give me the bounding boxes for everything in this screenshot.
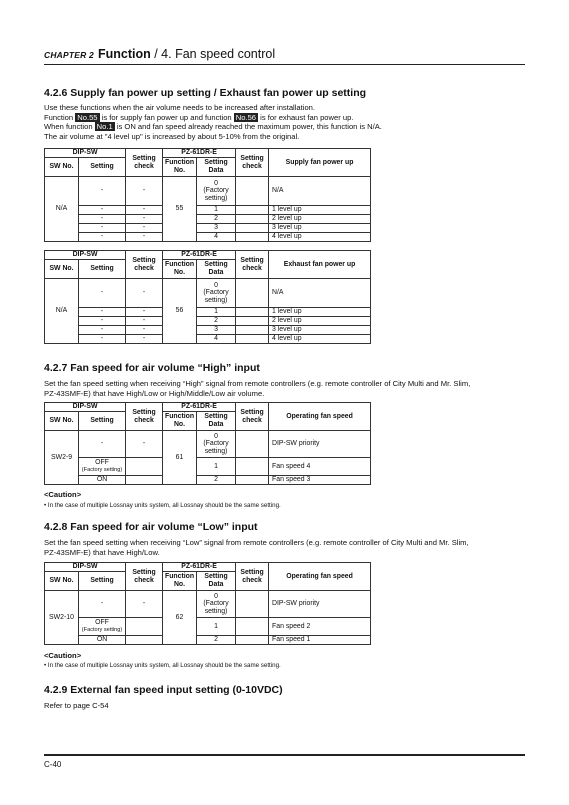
function-no-header: Function No. <box>163 158 197 177</box>
low-input-table: DIP-SW Setting check PZ-61DR-E Setting check Operating fan speed SW No. Setting Function No. Setting Data SW2-10 - - 62 0 (Factory setting) DIP-SW priority OFF (Factory setting) 1 Fan speed 2 ON 2 Fan speed 1 <box>44 562 371 645</box>
table-row: - - 4 4 level up <box>45 335 371 344</box>
pz-header: PZ-61DR-E <box>163 149 236 158</box>
intro-4-2-8: Set the fan speed setting when receiving “Low” signal from remote controllers (e.g. remote controller of City Multi and Mr. Slim, PZ-43SMF-E) that have High/Low. <box>44 538 469 557</box>
heading-4-2-8: 4.2.8 Fan speed for air volume “Low” input <box>44 521 258 533</box>
table-row: - - 3 3 level up <box>45 326 371 335</box>
refer-page-text: Refer to page C-54 <box>44 701 109 710</box>
chapter-title-bold: Function <box>97 47 151 61</box>
chapter-label: CHAPTER 2 <box>44 50 94 60</box>
page-number: C-40 <box>44 760 62 769</box>
exhaust-fan-title: Exhaust fan power up <box>269 251 371 279</box>
intro-4-2-6 <box>44 103 534 141</box>
function-no-cell: 55 <box>163 177 197 242</box>
exhaust-fan-table: DIP-SW Setting check PZ-61DR-E Setting check Exhaust fan power up SW No. Setting Function No. Setting Data N/A - - 56 0 (Factory setting) N/A - - 1 1 level up - - 2 2 level up - - 3 3 level up - - 4 4 level up <box>44 250 371 344</box>
caution-title-4-2-8: <Caution> <box>44 651 82 660</box>
intro-line-3: When function No.1 is ON and fan speed already reached the maximum power, this function is N/A. <box>44 122 382 132</box>
function-no-56-highlight: No.56 <box>235 112 257 122</box>
function-no-55-highlight: No.55 <box>77 112 98 122</box>
table-row: - - 4 4 level up <box>45 233 371 242</box>
supply-fan-title: Supply fan power up <box>269 149 371 177</box>
table-row: ON 2 Fan speed 3 <box>45 476 371 485</box>
table-row: SW2-9 - - 61 0 (Factory setting) DIP-SW priority <box>45 431 371 458</box>
setting-check-header-2: Setting check <box>236 149 269 177</box>
table-row: - - 1 1 level up <box>45 308 371 317</box>
operating-fan-speed-title: Operating fan speed <box>269 403 371 431</box>
heading-4-2-6: 4.2.6 Supply fan power up setting / Exhaust fan power up setting <box>44 87 367 99</box>
sw-no-header: SW No. <box>45 158 79 177</box>
footer-rule <box>44 754 525 756</box>
function-no-1-highlight: No.1 <box>96 122 113 132</box>
setting-data-header: Setting Data <box>197 158 236 177</box>
chapter-header <box>44 47 275 61</box>
table-row: OFF (Factory setting) 1 Fan speed 2 <box>45 618 371 636</box>
caution-note-4-2-8: • In the case of multiple Lossnay units system, all Lossnay should be the same setting. <box>44 662 281 669</box>
intro-line-2: Function No.55 is for supply fan power up and function No.56 is for exhaust fan power up. <box>44 112 354 122</box>
sw-no-cell: N/A <box>45 177 79 242</box>
caution-note-4-2-7: • In the case of multiple Lossnay units system, all Lossnay should be the same setting. <box>44 502 281 509</box>
intro-line-4: The air volume at "4 level up" is increased by about 5-10% from the original. <box>44 131 300 141</box>
high-input-table: DIP-SW Setting check PZ-61DR-E Setting check Operating fan speed SW No. Setting Function No. Setting Data SW2-9 - - 61 0 (Factory setting) DIP-SW priority OFF (Factory setting) 1 Fan speed 4 ON 2 Fan speed 3 <box>44 402 371 485</box>
table-row: - - 2 2 level up <box>45 317 371 326</box>
table-row: OFF (Factory setting) 1 Fan speed 4 <box>45 458 371 476</box>
supply-fan-table <box>44 148 371 242</box>
setting-check-header: Setting check <box>126 149 163 177</box>
table-row: - - 3 3 level up <box>45 224 371 233</box>
setting-header: Setting <box>79 158 126 177</box>
table-row: N/A - - 56 0 (Factory setting) N/A <box>45 279 371 308</box>
table-row: - - 2 2 level up <box>45 215 371 224</box>
heading-4-2-7: 4.2.7 Fan speed for air volume “High” input <box>44 362 260 374</box>
caution-title-4-2-7: <Caution> <box>44 490 82 499</box>
table-row: - - 1 1 level up <box>45 206 371 215</box>
dipsw-header: DIP-SW <box>45 149 126 158</box>
table-row: N/A - - 55 0 (Factory setting) N/A <box>45 177 371 206</box>
table-row: ON 2 Fan speed 1 <box>45 636 371 645</box>
heading-4-2-9: 4.2.9 External fan speed input setting (0-10VDC) <box>44 684 283 696</box>
table-row: SW2-10 - - 62 0 (Factory setting) DIP-SW priority <box>45 591 371 618</box>
header-rule <box>44 64 525 65</box>
chapter-title-rest: / 4. Fan speed control <box>150 47 276 61</box>
intro-4-2-7: Set the fan speed setting when receiving “High” signal from remote controllers (e.g. remote controller of City Multi and Mr. Slim, PZ-43SMF-E) that have High/Low or High/Middle/Low air volume. <box>44 379 471 398</box>
intro-line-1: Use these functions when the air volume needs to be increased after installation. <box>44 103 316 112</box>
